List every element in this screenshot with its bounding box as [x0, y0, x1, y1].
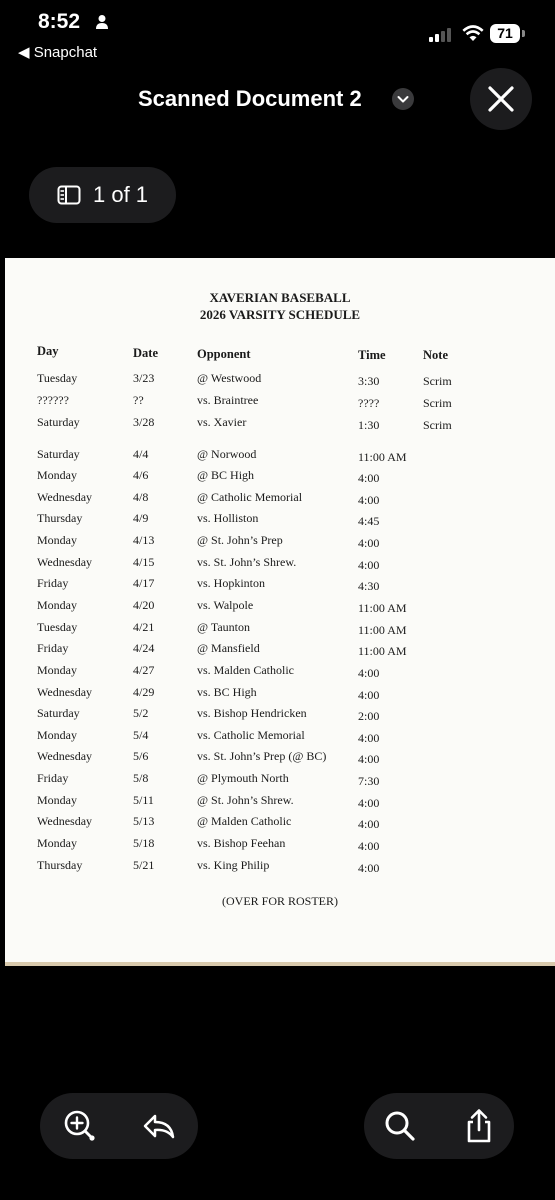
cell-day: ?????? — [37, 393, 69, 407]
cell-note: Scrim — [423, 374, 452, 388]
battery-level: 71 — [490, 24, 520, 43]
cell-opponent: @ Malden Catholic — [197, 814, 292, 828]
table-row — [5, 728, 555, 748]
schedule-subtitle: 2026 VARSITY SCHEDULE — [199, 307, 361, 322]
cell-date: 5/13 — [133, 814, 155, 828]
table-row — [5, 511, 555, 531]
cell-time: 4:00 — [358, 666, 380, 680]
table-row — [5, 468, 555, 488]
table-row — [5, 685, 555, 705]
cell-date: 4/21 — [133, 620, 155, 634]
table-row — [5, 706, 555, 726]
cell-note: Scrim — [423, 396, 452, 410]
chevron-down-icon — [392, 88, 414, 110]
cell-date: 5/18 — [133, 836, 155, 850]
cell-time: 4:00 — [358, 861, 380, 875]
cell-opponent: vs. BC High — [197, 685, 257, 699]
table-row — [5, 858, 555, 878]
battery-icon — [490, 24, 526, 43]
cell-date: 5/2 — [133, 706, 149, 720]
page-indicator-button[interactable] — [29, 167, 176, 223]
table-row — [5, 749, 555, 769]
table-row — [5, 620, 555, 640]
paper-edge — [5, 962, 555, 966]
cell-date: ?? — [133, 393, 144, 407]
cell-time: 4:00 — [358, 796, 380, 810]
cell-day: Thursday — [37, 511, 83, 525]
cell-time: 4:00 — [358, 536, 380, 550]
cell-opponent: @ Westwood — [197, 371, 262, 385]
reply-icon[interactable] — [140, 1107, 178, 1145]
cell-opponent: @ St. John’s Prep — [197, 533, 283, 547]
table-row — [5, 533, 555, 553]
cell-time: 4:00 — [358, 752, 380, 766]
cell-time: 4:30 — [358, 579, 380, 593]
cell-opponent: @ Norwood — [197, 447, 257, 461]
cell-opponent: vs. St. John’s Prep (@ BC) — [197, 749, 327, 763]
cell-day: Saturday — [37, 447, 80, 461]
scanned-document — [5, 258, 555, 966]
cell-opponent: vs. Bishop Feehan — [197, 836, 286, 850]
cell-time: ???? — [358, 396, 380, 410]
cell-date: 5/8 — [133, 771, 149, 785]
table-row — [5, 576, 555, 596]
cell-time: 11:00 AM — [358, 644, 407, 658]
cell-opponent: @ Mansfield — [197, 641, 260, 655]
cell-opponent: vs. Catholic Memorial — [197, 728, 305, 742]
cell-time: 2:00 — [358, 709, 380, 723]
title-menu-button[interactable] — [392, 88, 414, 110]
cell-date: 4/24 — [133, 641, 155, 655]
close-icon — [470, 68, 532, 130]
cell-day: Monday — [37, 468, 77, 482]
cell-time: 3:30 — [358, 374, 380, 388]
cell-day: Monday — [37, 728, 77, 742]
table-row — [5, 771, 555, 791]
cellular-signal-icon — [429, 26, 457, 42]
cell-time: 4:00 — [358, 731, 380, 745]
cell-date: 3/28 — [133, 415, 155, 429]
cell-date: 4/17 — [133, 576, 155, 590]
cell-time: 4:00 — [358, 558, 380, 572]
cell-day: Tuesday — [37, 371, 78, 385]
column-header-time: Time — [358, 348, 386, 362]
column-header-date: Date — [133, 346, 158, 360]
column-header-day: Day — [37, 344, 59, 358]
cell-date: 4/27 — [133, 663, 155, 677]
cell-time: 4:00 — [358, 839, 380, 853]
table-row — [5, 836, 555, 856]
cell-time: 11:00 AM — [358, 450, 407, 464]
cell-opponent: @ St. John’s Shrew. — [197, 793, 294, 807]
cell-date: 4/4 — [133, 447, 149, 461]
cell-day: Monday — [37, 793, 77, 807]
cell-date: 3/23 — [133, 371, 155, 385]
cell-opponent: @ Taunton — [197, 620, 250, 634]
cell-date: 4/15 — [133, 555, 155, 569]
cell-opponent: @ BC High — [197, 468, 255, 482]
cell-opponent: vs. St. John’s Shrew. — [197, 555, 297, 569]
cell-time: 4:45 — [358, 514, 380, 528]
cell-day: Wednesday — [37, 685, 93, 699]
cell-time: 1:30 — [358, 418, 380, 432]
cell-date: 4/29 — [133, 685, 155, 699]
cell-date: 4/8 — [133, 490, 149, 504]
cell-day: Thursday — [37, 858, 83, 872]
table-row — [5, 393, 555, 413]
cell-day: Friday — [37, 576, 69, 590]
cell-opponent: vs. Walpole — [197, 598, 254, 612]
cell-time: 11:00 AM — [358, 623, 407, 637]
search-icon[interactable] — [381, 1107, 419, 1145]
cell-time: 4:00 — [358, 817, 380, 831]
share-icon[interactable] — [460, 1107, 498, 1145]
table-row — [5, 490, 555, 510]
table-row — [5, 555, 555, 575]
cell-day: Saturday — [37, 415, 80, 429]
cell-day: Monday — [37, 836, 77, 850]
cell-opponent: vs. Hopkinton — [197, 576, 266, 590]
cell-day: Friday — [37, 771, 69, 785]
table-row — [5, 641, 555, 661]
wifi-icon — [461, 24, 485, 42]
lens-plus-icon[interactable] — [61, 1107, 99, 1145]
cell-day: Monday — [37, 533, 77, 547]
bottom-toolbar-left — [40, 1093, 198, 1159]
cell-day: Saturday — [37, 706, 80, 720]
cell-opponent: vs. Xavier — [197, 415, 247, 429]
cell-date: 5/21 — [133, 858, 155, 872]
cell-date: 4/13 — [133, 533, 155, 547]
cell-note: Scrim — [423, 418, 452, 432]
cell-time: 4:00 — [358, 493, 380, 507]
cell-date: 5/6 — [133, 749, 149, 763]
bottom-toolbar-right — [364, 1093, 514, 1159]
cell-opponent: vs. Bishop Hendricken — [197, 706, 307, 720]
table-row — [5, 663, 555, 683]
cell-opponent: @ Plymouth North — [197, 771, 289, 785]
close-button[interactable] — [470, 68, 532, 130]
column-header-opponent: Opponent — [197, 347, 251, 361]
document-title[interactable]: Scanned Document 2 — [138, 86, 362, 111]
cell-time: 11:00 AM — [358, 601, 407, 615]
page-indicator-label: 1 of 1 — [93, 182, 149, 207]
cell-day: Wednesday — [37, 490, 93, 504]
cell-day: Wednesday — [37, 555, 93, 569]
schedule-footer: (OVER FOR ROSTER) — [221, 894, 338, 908]
cell-opponent: vs. King Philip — [197, 858, 270, 872]
cell-time: 4:00 — [358, 688, 380, 702]
cell-day: Monday — [37, 663, 77, 677]
cell-date: 4/9 — [133, 511, 149, 525]
table-row — [5, 814, 555, 834]
cell-time: 7:30 — [358, 774, 380, 788]
back-to-app-link[interactable]: ◀ Snapchat — [18, 44, 98, 61]
table-row — [5, 371, 555, 391]
schedule-title: XAVERIAN BASEBALL — [209, 290, 351, 305]
table-row — [5, 447, 555, 467]
cell-day: Wednesday — [37, 749, 93, 763]
cell-opponent: vs. Holliston — [197, 511, 259, 525]
cell-date: 4/20 — [133, 598, 155, 612]
pages-icon — [57, 185, 81, 205]
cell-day: Wednesday — [37, 814, 93, 828]
column-header-note: Note — [423, 348, 448, 362]
cell-opponent: vs. Malden Catholic — [197, 663, 294, 677]
table-row — [5, 793, 555, 813]
cell-opponent: @ Catholic Memorial — [197, 490, 303, 504]
cell-date: 5/4 — [133, 728, 149, 742]
person-icon — [95, 14, 109, 30]
table-row — [5, 415, 555, 435]
cell-opponent: vs. Braintree — [197, 393, 259, 407]
cell-day: Friday — [37, 641, 69, 655]
cell-day: Monday — [37, 598, 77, 612]
status-time: 8:52 — [38, 10, 81, 33]
cell-date: 4/6 — [133, 468, 149, 482]
table-row — [5, 598, 555, 618]
cell-date: 5/11 — [133, 793, 154, 807]
cell-time: 4:00 — [358, 471, 380, 485]
cell-day: Tuesday — [37, 620, 78, 634]
